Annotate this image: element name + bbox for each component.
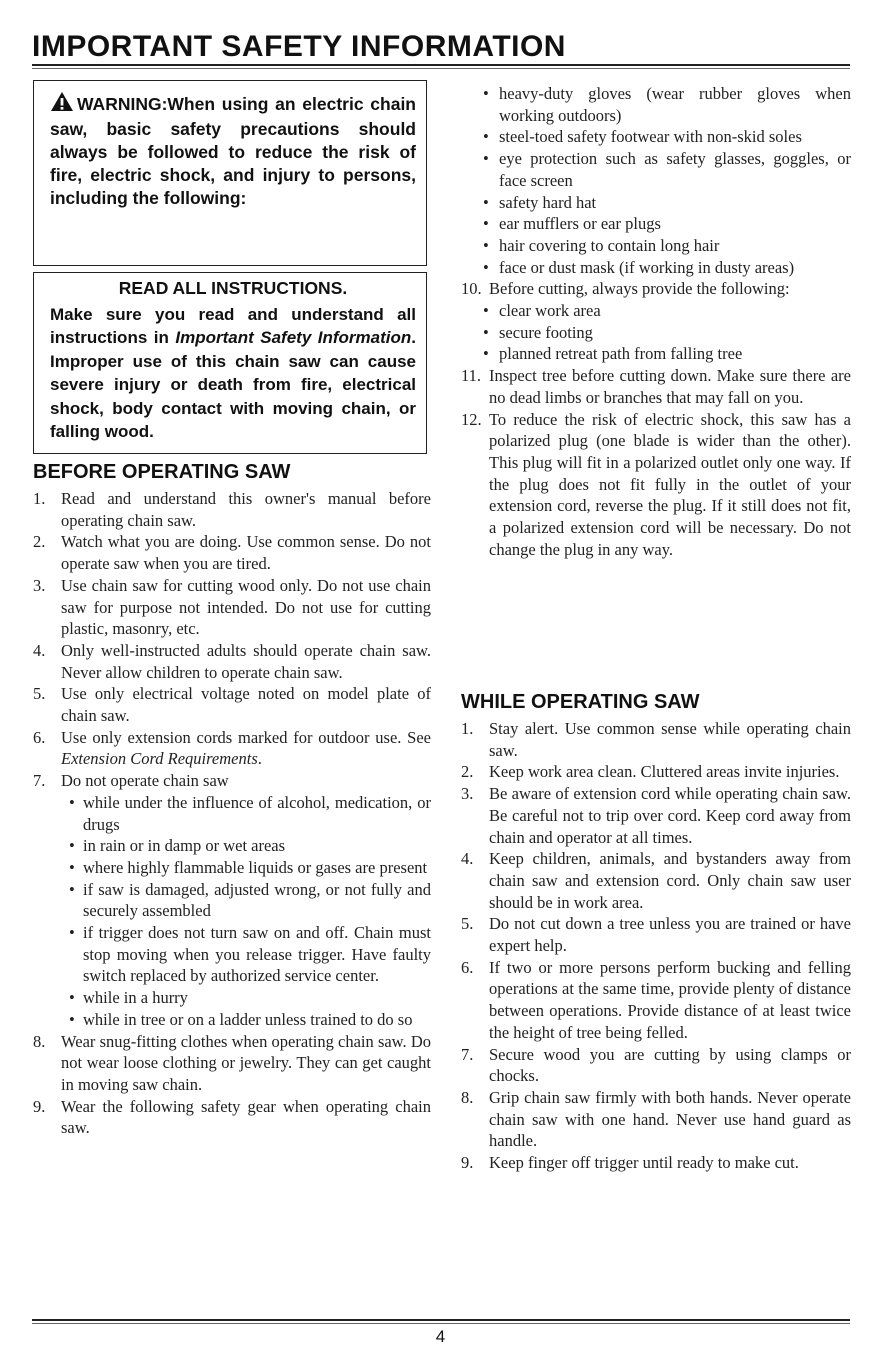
bullet-text: if trigger does not turn saw on and off. Chain must stop moving when you release trigger. Have faulty switch replaced by authorized service center. — [83, 923, 431, 986]
item-text: To reduce the risk of electric shock, this saw has a polarized plug (one blade is wider than the other). This plug will fit in a polarized outlet only one way. If the plug does not fit fully in the outlet of your extension cord, reverse the plug. If it still does not fit, a polarized extension cord will be necessary. Do not change the plug in any way. — [489, 409, 851, 559]
item-text: Use only electrical voltage noted on model plate of chain saw. — [61, 684, 431, 726]
footer-rule — [32, 1319, 850, 1321]
warning-box — [33, 80, 427, 266]
item-text: Do not cut down a tree unless you are trained or have expert help. — [489, 914, 851, 956]
bullet-item — [461, 343, 851, 365]
item-text: Watch what you are doing. Use common sense. Do not operate saw when you are tired. — [61, 532, 431, 574]
bullet-marker: • — [69, 792, 75, 812]
bullet-item — [461, 300, 851, 322]
title-rule — [32, 64, 850, 66]
list-item — [33, 531, 431, 574]
bullet-text: face or dust mask (if working in dusty areas) — [499, 257, 795, 277]
list-item — [461, 783, 851, 848]
bullet-text: ear mufflers or ear plugs — [499, 214, 661, 234]
item-emphasis: Extension Cord Requirements — [61, 749, 258, 769]
item-number: 7. — [33, 771, 46, 791]
item-number: 6. — [33, 727, 46, 747]
while-list — [461, 718, 851, 1174]
read-text-2: . Improper use of this chain saw can cause severe injury or death from fire, electrical shock, body contact with moving chain, or falling wood. — [50, 328, 416, 441]
item-text: Stay alert. Use common sense while operating chain saw. — [489, 719, 851, 760]
bullet-item — [33, 922, 431, 987]
bullet-marker: • — [483, 149, 489, 169]
item-number: 8. — [33, 1031, 46, 1051]
footer-rule-thin — [32, 1323, 850, 1324]
bullet-marker: • — [483, 192, 489, 212]
before-list-right — [461, 83, 851, 560]
list-item — [461, 1152, 851, 1174]
bullet-item — [461, 322, 851, 344]
bullet-text: secure footing — [499, 322, 593, 342]
list-item — [33, 575, 431, 640]
list-item — [461, 1044, 851, 1087]
title-rule-thin — [32, 68, 850, 69]
item-text: Keep children, animals, and bystanders away from chain saw and extension cord. Only chain saw user should be in work area. — [489, 849, 851, 912]
item-text: Keep work area clean. Cluttered areas invite injuries. — [489, 762, 840, 782]
item-text: Secure wood you are cutting by using clamps or chocks. — [489, 1044, 851, 1086]
bullet-item — [33, 835, 431, 857]
item-number: 4. — [33, 640, 46, 660]
bullet-item — [461, 235, 851, 257]
page-number: 4 — [435, 1327, 446, 1346]
bullet-text: clear work area — [499, 301, 601, 321]
bullet-item — [461, 148, 851, 191]
item-number: 9. — [33, 1096, 46, 1116]
bullet-marker: • — [69, 857, 75, 877]
item-text: Read and understand this owner's manual before operating chain saw. — [61, 489, 431, 530]
list-item — [33, 488, 431, 531]
bullet-marker: • — [483, 301, 489, 321]
item-text: Grip chain saw firmly with both hands. Never operate chain saw with one hand. Never use hand guard as handle. — [489, 1087, 851, 1151]
bullet-item — [461, 257, 851, 279]
bullet-text: hair covering to contain long hair — [499, 235, 720, 255]
item-number: 5. — [33, 684, 46, 704]
bullet-item — [461, 192, 851, 214]
list-item — [461, 278, 851, 300]
bullet-marker: • — [69, 836, 75, 856]
item-text: Keep finger off trigger until ready to make cut. — [489, 1153, 799, 1173]
section-heading-before: BEFORE OPERATING SAW — [33, 461, 291, 483]
read-text-1: Make sure you read and understand all instructions in — [50, 304, 416, 347]
bullet-item — [33, 857, 431, 879]
list-item — [33, 683, 431, 726]
list-item — [461, 913, 851, 956]
item-number: 6. — [461, 957, 474, 977]
list-item — [461, 365, 851, 408]
list-item — [461, 409, 851, 561]
read-emphasis: Important Safety Information — [175, 328, 412, 347]
list-item — [33, 770, 431, 792]
list-item — [461, 718, 851, 761]
item-text: Use chain saw for cutting wood only. Do not use chain saw for purpose not intended. Do not use for cutting plastic, masonry, etc. — [61, 575, 431, 639]
item-number: 2. — [461, 762, 474, 782]
bullet-marker: • — [483, 322, 489, 342]
bullet-marker: • — [483, 84, 489, 103]
item-text: Do not operate chain saw — [61, 771, 229, 791]
list-item — [461, 848, 851, 913]
bullet-marker: • — [483, 127, 489, 147]
bullet-text: while in a hurry — [83, 988, 188, 1008]
list-item — [33, 1031, 431, 1096]
list-item — [33, 1096, 431, 1139]
section-heading-while: WHILE OPERATING SAW — [461, 691, 700, 713]
bullet-marker: • — [483, 235, 489, 255]
bullet-text: planned retreat path from falling tree — [499, 344, 743, 364]
read-instructions-box — [33, 272, 427, 454]
item-text: Use only extension cords marked for outdoor use. See — [61, 727, 431, 747]
item-text: Wear snug-fitting clothes when operating chain saw. Do not wear loose clothing or jewelry. They can get caught in moving saw chain. — [61, 1031, 431, 1094]
item-text: Wear the following safety gear when operating chain saw. — [61, 1096, 431, 1138]
bullet-text: heavy-duty gloves (wear rubber gloves when working outdoors) — [499, 84, 851, 125]
item-number: 3. — [33, 575, 46, 595]
bullet-marker: • — [483, 214, 489, 234]
bullet-marker: • — [69, 988, 75, 1008]
bullet-text: safety hard hat — [499, 192, 597, 212]
bullet-text: steel-toed safety footwear with non-skid soles — [499, 127, 802, 147]
item-number: 5. — [461, 914, 474, 934]
item-text: Be aware of extension cord while operating chain saw. Be careful not to trip over cord. Keep cord away from chain and operator at all times. — [489, 784, 851, 847]
list-item — [461, 761, 851, 783]
bullet-item — [33, 987, 431, 1009]
item-text: Inspect tree before cutting down. Make sure there are no dead limbs or branches that may fall on you. — [489, 366, 851, 407]
bullet-marker: • — [483, 257, 489, 277]
read-body — [50, 303, 416, 444]
item-text: Before cutting, always provide the following: — [489, 279, 790, 299]
bullet-text: while in tree or on a ladder unless trained to do so — [83, 1009, 413, 1029]
bullet-item — [33, 792, 431, 835]
warning-triangle-icon — [50, 91, 74, 118]
bullet-item — [461, 126, 851, 148]
bullet-marker: • — [69, 879, 75, 899]
list-item — [33, 640, 431, 683]
before-list-left — [33, 488, 431, 1139]
item-number: 11. — [461, 366, 482, 386]
bullet-text: if saw is damaged, adjusted wrong, or not fully and securely assembled — [83, 879, 431, 921]
page-title: IMPORTANT SAFETY INFORMATION — [32, 30, 566, 63]
bullet-marker: • — [69, 923, 75, 943]
list-item — [461, 1087, 851, 1152]
item-text: . — [257, 749, 262, 769]
bullet-text: eye protection such as safety glasses, goggles, or face screen — [499, 149, 851, 190]
item-text: If two or more persons perform bucking and felling operations at the same time, provide plenty of distance between operations. Provide distance of at least twice the height of tree being felled. — [489, 957, 851, 1042]
bullet-item — [33, 879, 431, 922]
warning-label: WARNING: — [77, 94, 168, 114]
bullet-text: where highly flammable liquids or gases are present — [83, 857, 428, 877]
bullet-text: while under the influence of alcohol, medication, or drugs — [83, 792, 431, 834]
bullet-marker: • — [483, 344, 489, 364]
item-number: 9. — [461, 1153, 474, 1173]
item-number: 3. — [461, 784, 474, 804]
item-number: 2. — [33, 532, 46, 552]
item-number: 1. — [461, 719, 474, 738]
list-item — [461, 957, 851, 1044]
bullet-marker: • — [69, 1009, 75, 1029]
item-number: 1. — [33, 489, 46, 508]
bullet-item — [461, 83, 851, 126]
item-number: 7. — [461, 1044, 474, 1064]
read-heading: READ ALL INSTRUCTIONS. — [118, 278, 348, 298]
list-item — [33, 727, 431, 770]
bullet-item — [33, 1009, 431, 1031]
bullet-item — [461, 213, 851, 235]
item-text: Only well-instructed adults should operate chain saw. Never allow children to operate chain saw. — [61, 640, 431, 682]
item-number: 8. — [461, 1087, 474, 1107]
item-number: 10. — [461, 279, 482, 299]
bullet-text: in rain or in damp or wet areas — [83, 836, 286, 856]
warning-text: When using an electric chain saw, basic safety precautions should always be followed to reduce the risk of fire, electric shock, and injury to persons, including the following: — [50, 94, 416, 208]
item-number: 4. — [461, 849, 474, 869]
item-number: 12. — [461, 409, 482, 429]
